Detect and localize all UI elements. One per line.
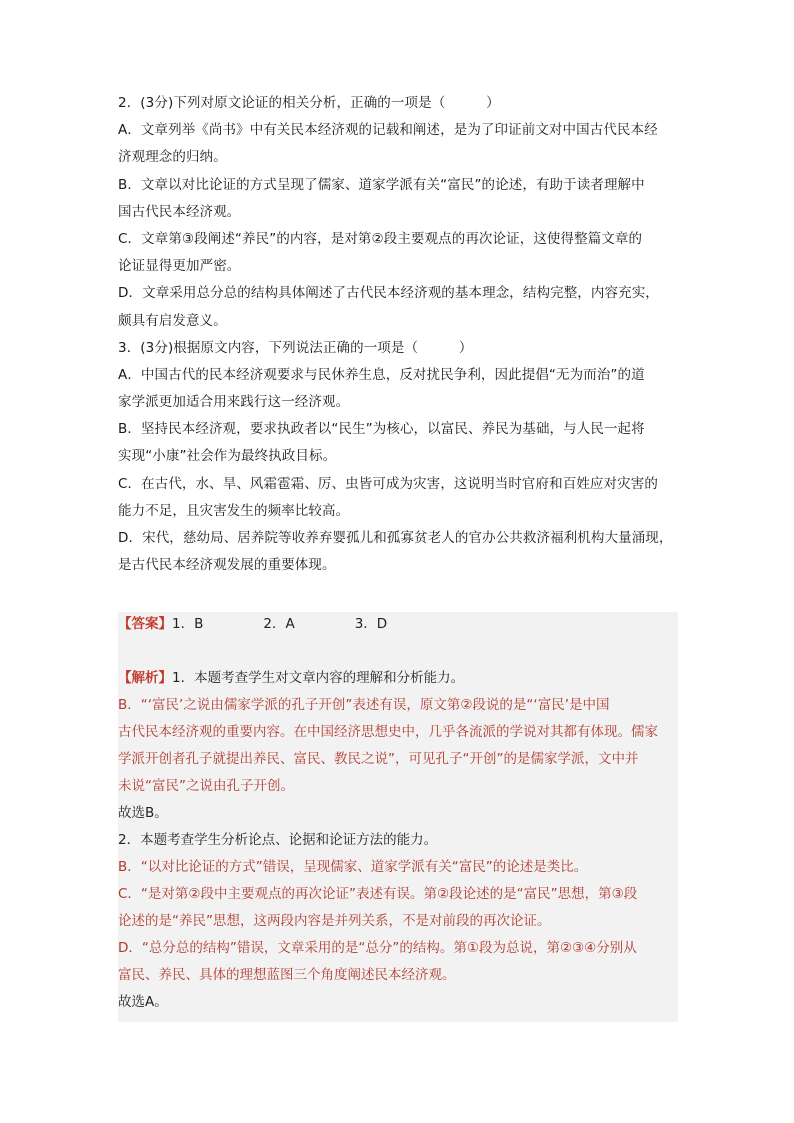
analysis-section [118,665,678,1016]
q2-option-c-line-1: C．文章第③段阐述“养民”的内容，是对第②段主要观点的再次论证，这使得整篇文章的 [118,230,643,247]
question-3-stem: 3．(3分)根据原文内容，下列说法正确的一项是（ ） [118,339,473,356]
answer-tag: 【答案】 [118,616,172,632]
q3-option-a-line-2: 家学派更加适合用来践行这一经济观。 [118,394,350,411]
answer-row [118,612,387,636]
q3-option-b-line-2: 实现“小康”社会作为最终执政目标。 [118,448,337,465]
q3-option-d-line-2: 是古代民本经济观发展的重要体现。 [118,557,336,574]
answer-2: 2．A [263,616,295,632]
answer-1: 1．B [172,616,204,632]
analysis-p1-line-4: 未说“富民”之说由孔子开创。 [118,778,294,794]
analysis-p2-b: B．“以对比论证的方式”错误，呈现儒家、道家学派有关“富民”的论述是类比。 [118,859,588,875]
analysis-p2-intro: 2．本题考查学生分析论点、论据和论证方法的能力。 [118,832,438,848]
q2-option-a-line-1: A．文章列举《尚书》中有关民本经济观的记载和阐述，是为了印证前文对中国古代民本经 [118,122,658,139]
analysis-p1-line-1: B．“‘富民’之说由儒家学派的孔子开创”表述有误，原文第②段说的是“‘富民’是中国 [118,697,610,713]
q3-option-b-line-1: B．坚持民本经济观，要求执政者以“民生”为核心，以富民、养民为基础，与人民一起将 [118,421,645,438]
answer-analysis-panel [118,612,678,1022]
analysis-p2-c-line-1: C．“是对第②段中主要观点的再次论证”表述有误。第②段论述的是“富民”思想，第③段 [118,886,638,902]
q2-option-d-line-1: D．文章采用总分总的结构具体阐述了古代民本经济观的基本理念，结构完整，内容充实， [118,285,659,302]
q2-option-b-line-2: 国古代民本经济观。 [118,203,241,220]
q3-option-a-line-1: A．中国古代的民本经济观要求与民休养生息，反对扰民争利，因此提倡“无为而治”的道 [118,366,645,383]
analysis-p1-conclusion: 故选B。 [118,805,168,821]
question-2-stem: 2．(3分)下列对原文论证的相关分析，正确的一项是（ ） [118,95,500,111]
analysis-p2-d-line-1: D．“总分总的结构”错误，文章采用的是“总分”的结构。第①段为总说，第②③④分别从 [118,940,637,956]
analysis-p1-line-2: 古代民本经济观的重要内容。在中国经济思想史中，几乎各流派的学说对其都有体现。儒家 [118,724,658,740]
q2-option-d-line-2: 颇具有启发意义。 [118,312,227,329]
analysis-p2-conclusion: 故选A。 [118,994,168,1010]
q2-option-c-line-2: 论证显得更加严密。 [118,258,241,275]
analysis-p1-intro: 1．本题考查学生对文章内容的理解和分析能力。 [172,670,465,686]
analysis-p2-d-line-2: 富民、养民、具体的理想蓝图三个角度阐述民本经济观。 [118,967,456,983]
analysis-intro-1 [118,665,678,692]
q2-option-a-line-2: 济观理念的归纳。 [118,149,227,166]
q3-option-c-line-2: 能力不足，且灾害发生的频率比较高。 [118,502,350,519]
analysis-p2-c-line-2: 论述的是“养民”思想，这两段内容是并列关系，不是对前段的再次论证。 [118,913,551,929]
question-section [118,90,678,579]
q3-option-d-line-1: D．宋代，慈幼局、居养院等收养弃婴孤儿和孤寡贫老人的官办公共救济福利机构大量涌现， [118,530,673,546]
q2-option-b-line-1: B．文章以对比论证的方式呈现了儒家、道家学派有关“富民”的论述，有助于读者理解中 [118,176,645,193]
answer-3: 3．D [354,616,388,632]
analysis-p1-line-3: 学派开创者孔子就提出养民、富民、教民之说”，可见孔子“开创”的是儒家学派，文中并 [118,751,639,767]
analysis-tag: 【解析】 [118,670,172,686]
q3-option-c-line-1: C．在古代，水、旱、风霜雹霜、厉、虫皆可成为灾害，这说明当时官府和百姓应对灾害的 [118,475,658,492]
